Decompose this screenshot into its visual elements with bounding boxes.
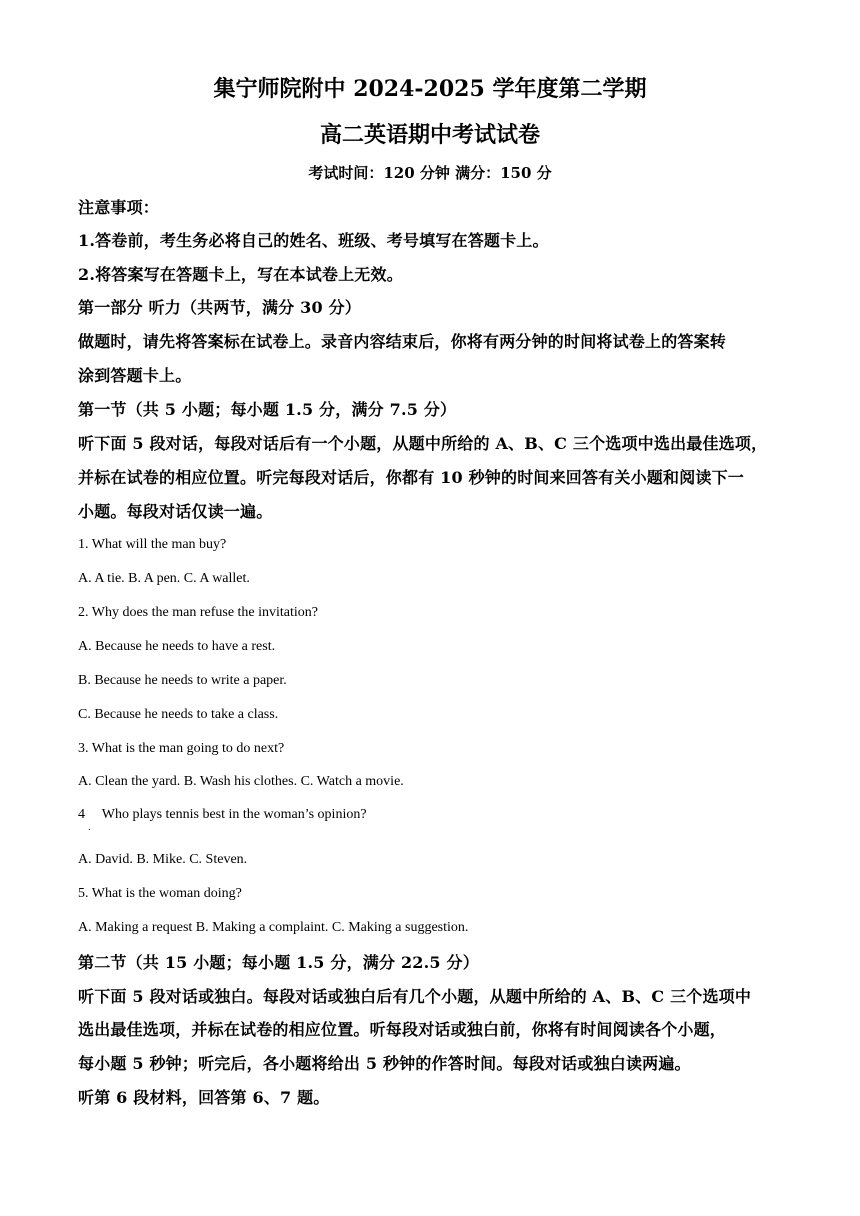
exam-info: 考试时间：120 分钟 满分：150 分: [308, 164, 552, 182]
question-4-options: A. David. B. Mike. C. Steven.: [78, 852, 248, 867]
question-2-option-a: A. Because he needs to have a rest.: [78, 639, 276, 654]
part1-heading: 第一部分 听力（共两节，满分 30 分）: [78, 298, 361, 317]
part1-instruction-line2: 涂到答题卡上。: [78, 366, 192, 385]
section1-instruction-line1: 听下面 5 段对话，每段对话后有一个小题，从题中所给的 A、B、C 三个选项中选出最佳选项，: [78, 434, 768, 453]
section1-instruction-line3: 小题。每段对话仅读一遍。: [78, 502, 273, 521]
question-1-options: A. A tie. B. A pen. C. A wallet.: [78, 571, 250, 586]
notice-heading: 注意事项：: [78, 198, 160, 217]
question-5: 5. What is the woman doing?: [78, 886, 242, 901]
section2-instruction-line1: 听下面 5 段对话或独白。每段对话或独白后有几个小题，从题中所给的 A、B、C 三个选项中: [78, 987, 752, 1006]
notice-item-2: 2.将答案写在答题卡上，写在本试卷上无效。: [78, 265, 403, 284]
question-3-options: A. Clean the yard. B. Wash his clothes. C. Watch a movie.: [78, 774, 404, 789]
question-2: 2. Why does the man refuse the invitation?: [78, 605, 319, 620]
section2-instruction-line2: 选出最佳选项，并标在试卷的相应位置。听每段对话或独白前，你将有时间阅读各个小题，: [78, 1020, 727, 1039]
question-2-option-c: C. Because he needs to take a class.: [78, 707, 279, 722]
exam-title-line2: 高二英语期中考试试卷: [319, 122, 540, 148]
material-6-heading: 听第 6 段材料，回答第 6、7 题。: [78, 1088, 330, 1107]
section1-heading: 第一节（共 5 小题；每小题 1.5 分，满分 7.5 分）: [78, 400, 457, 419]
section2-heading: 第二节（共 15 小题；每小题 1.5 分，满分 22.5 分）: [78, 953, 479, 972]
question-4-number: 4: [78, 807, 85, 822]
question-3: 3. What is the man going to do next?: [78, 741, 285, 756]
question-5-options: A. Making a request B. Making a complaint. C. Making a suggestion.: [78, 920, 469, 935]
question-4-text: Who plays tennis best in the woman’s opinion?: [101, 807, 367, 822]
question-4: [78, 805, 790, 825]
exam-title-line1: 集宁师院附中 2024-2025 学年度第二学期: [213, 76, 647, 102]
question-4-dot: .: [88, 823, 91, 832]
question-2-option-b: B. Because he needs to write a paper.: [78, 673, 287, 688]
section1-instruction-line2: 并标在试卷的相应位置。听完每段对话后，你都有 10 秒钟的时间来回答有关小题和阅读下一: [78, 468, 745, 487]
question-1: 1. What will the man buy?: [78, 537, 227, 552]
notice-item-1: 1.答卷前，考生务必将自己的姓名、班级、考号填写在答题卡上。: [78, 231, 549, 250]
part1-instruction-line1: 做题时，请先将答案标在试卷上。录音内容结束后，你将有两分钟的时间将试卷上的答案转: [78, 332, 727, 351]
section2-instruction-line3: 每小题 5 秒钟；听完后，各小题将给出 5 秒钟的作答时间。每段对话或独白读两遍。: [78, 1054, 691, 1073]
